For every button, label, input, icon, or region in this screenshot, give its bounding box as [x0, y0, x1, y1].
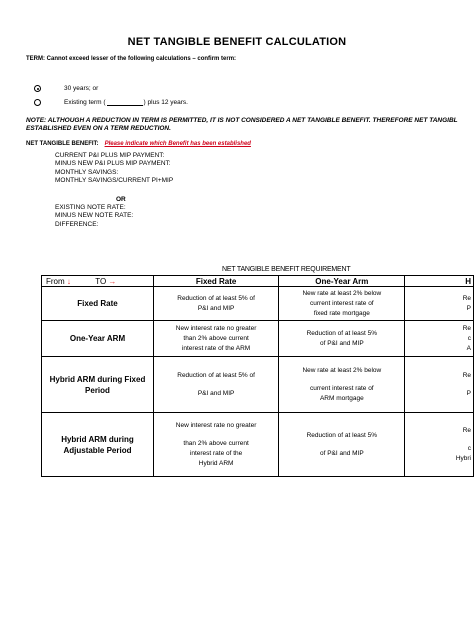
table-cell — [279, 357, 405, 413]
table-row — [42, 413, 474, 477]
cell-line: Reduction of at least 5% of — [177, 294, 255, 302]
cell-line: Re — [462, 324, 471, 332]
cell-line: Re — [462, 426, 471, 434]
table-row — [42, 321, 474, 357]
row-label: Hybrid ARM during Adjustable Period — [42, 413, 154, 477]
cell-line: Re — [462, 371, 471, 379]
to-label: TO — [95, 276, 107, 286]
term-note-line1: NOTE: ALTHOUGH A REDUCTION IN TERM IS PERMITTED, IT IS NOT CONSIDERED A NET TANGIBLE BENEFIT. THEREFORE NET TANGIBL — [26, 117, 458, 124]
table-cell — [279, 287, 405, 321]
arrow-down-icon: ↓ — [66, 276, 71, 286]
cell-line: P&I and MIP — [197, 389, 235, 397]
from-to-cell — [42, 276, 154, 287]
column-header: H — [405, 276, 474, 287]
option-30-years-label: 30 years; or — [64, 85, 99, 92]
cell-line: P&I and MIP — [197, 304, 235, 312]
cell-line: New interest rate no greater — [175, 324, 257, 332]
rate-line: EXISTING NOTE RATE: — [55, 204, 126, 211]
table-row — [42, 357, 474, 413]
cell-line: than 2% above current — [183, 334, 249, 342]
payment-line: MINUS NEW P&I PLUS MIP PAYMENT: — [55, 160, 171, 168]
cell-line: Hybri — [455, 454, 471, 462]
table-cell — [153, 321, 278, 357]
option-existing-term-suffix: ) plus 12 years. — [143, 99, 188, 106]
payment-line: MONTHLY SAVINGS/CURRENT PI+MIP — [55, 177, 174, 185]
or-label: OR — [116, 196, 126, 203]
table-row — [42, 287, 474, 321]
cell-line: c — [467, 444, 471, 452]
table-cell — [279, 321, 405, 357]
cell-line: P — [466, 304, 471, 312]
cell-line: Reduction of at least 5% — [306, 329, 378, 337]
table-cell — [153, 287, 278, 321]
term-note-line2: ESTABLISHED EVEN ON A TERM REDUCTION. — [26, 125, 171, 132]
radio-existing-term[interactable] — [34, 99, 41, 106]
cell-line: New interest rate no greater — [175, 421, 257, 429]
rate-lines — [55, 204, 133, 229]
cell-line: Hybrid ARM — [198, 459, 234, 467]
option-existing-term-prefix: Existing term ( — [64, 99, 106, 106]
requirement-table — [41, 275, 474, 477]
rate-line: DIFFERENCE: — [55, 220, 99, 228]
table-cell — [405, 321, 474, 357]
cell-line: ARM mortgage — [319, 394, 364, 402]
cell-line: of P&I and MIP — [319, 449, 364, 457]
cell-line: New rate at least 2% below — [302, 366, 382, 374]
cell-line: interest rate of the — [189, 449, 243, 457]
table-cell — [405, 357, 474, 413]
cell-line: P — [466, 389, 471, 397]
radio-30-years[interactable] — [34, 85, 41, 92]
table-header-row — [42, 276, 474, 287]
cell-line: than 2% above current — [183, 439, 249, 447]
cell-line: fixed rate mortgage — [313, 309, 370, 317]
column-header: One-Year Arm — [279, 276, 405, 287]
table-cell — [405, 287, 474, 321]
payment-line: CURRENT P&I PLUS MIP PAYMENT: — [55, 152, 165, 159]
table-cell — [279, 413, 405, 477]
cell-line: New rate at least 2% below — [302, 289, 382, 297]
rate-line: MINUS NEW NOTE RATE: — [55, 212, 134, 220]
radio-selected-dot — [37, 88, 39, 90]
cell-line: current interest rate of — [310, 384, 374, 392]
column-header: Fixed Rate — [153, 276, 278, 287]
cell-line: current interest rate of — [310, 299, 374, 307]
row-label: One-Year ARM — [42, 321, 154, 357]
benefit-warning: Please indicate which Benefit has been established — [104, 141, 251, 147]
cell-line: Reduction of at least 5% of — [177, 371, 255, 379]
cell-line: Re — [462, 294, 471, 302]
payment-line: MONTHLY SAVINGS: — [55, 168, 119, 176]
from-label: From — [46, 276, 65, 286]
cell-line: Reduction of at least 5% — [306, 431, 378, 439]
cell-line: c — [467, 334, 471, 342]
cell-line: A — [466, 344, 471, 352]
arrow-right-icon: → — [108, 276, 117, 286]
row-label: Fixed Rate — [42, 287, 154, 321]
net-tangible-benefit-row — [26, 141, 251, 147]
payment-lines — [55, 152, 173, 186]
option-existing-term — [64, 99, 188, 106]
requirement-table-heading: NET TANGIBLE BENEFIT REQUIREMENT — [222, 266, 351, 273]
page-title: NET TANGIBLE BENEFIT CALCULATION — [127, 36, 347, 48]
table-cell — [405, 413, 474, 477]
cell-line: interest rate of the ARM — [181, 344, 251, 352]
term-note — [26, 117, 458, 133]
row-label: Hybrid ARM during Fixed Period — [42, 357, 154, 413]
existing-term-input[interactable] — [107, 99, 143, 106]
table-cell — [153, 413, 278, 477]
term-label: TERM: Cannot exceed lesser of the following calculations – confirm term: — [26, 56, 237, 62]
net-tangible-benefit-label: NET TANGIBLE BENEFIT: — [26, 141, 99, 147]
table-cell — [153, 357, 278, 413]
cell-line: of P&I and MIP — [319, 339, 364, 347]
